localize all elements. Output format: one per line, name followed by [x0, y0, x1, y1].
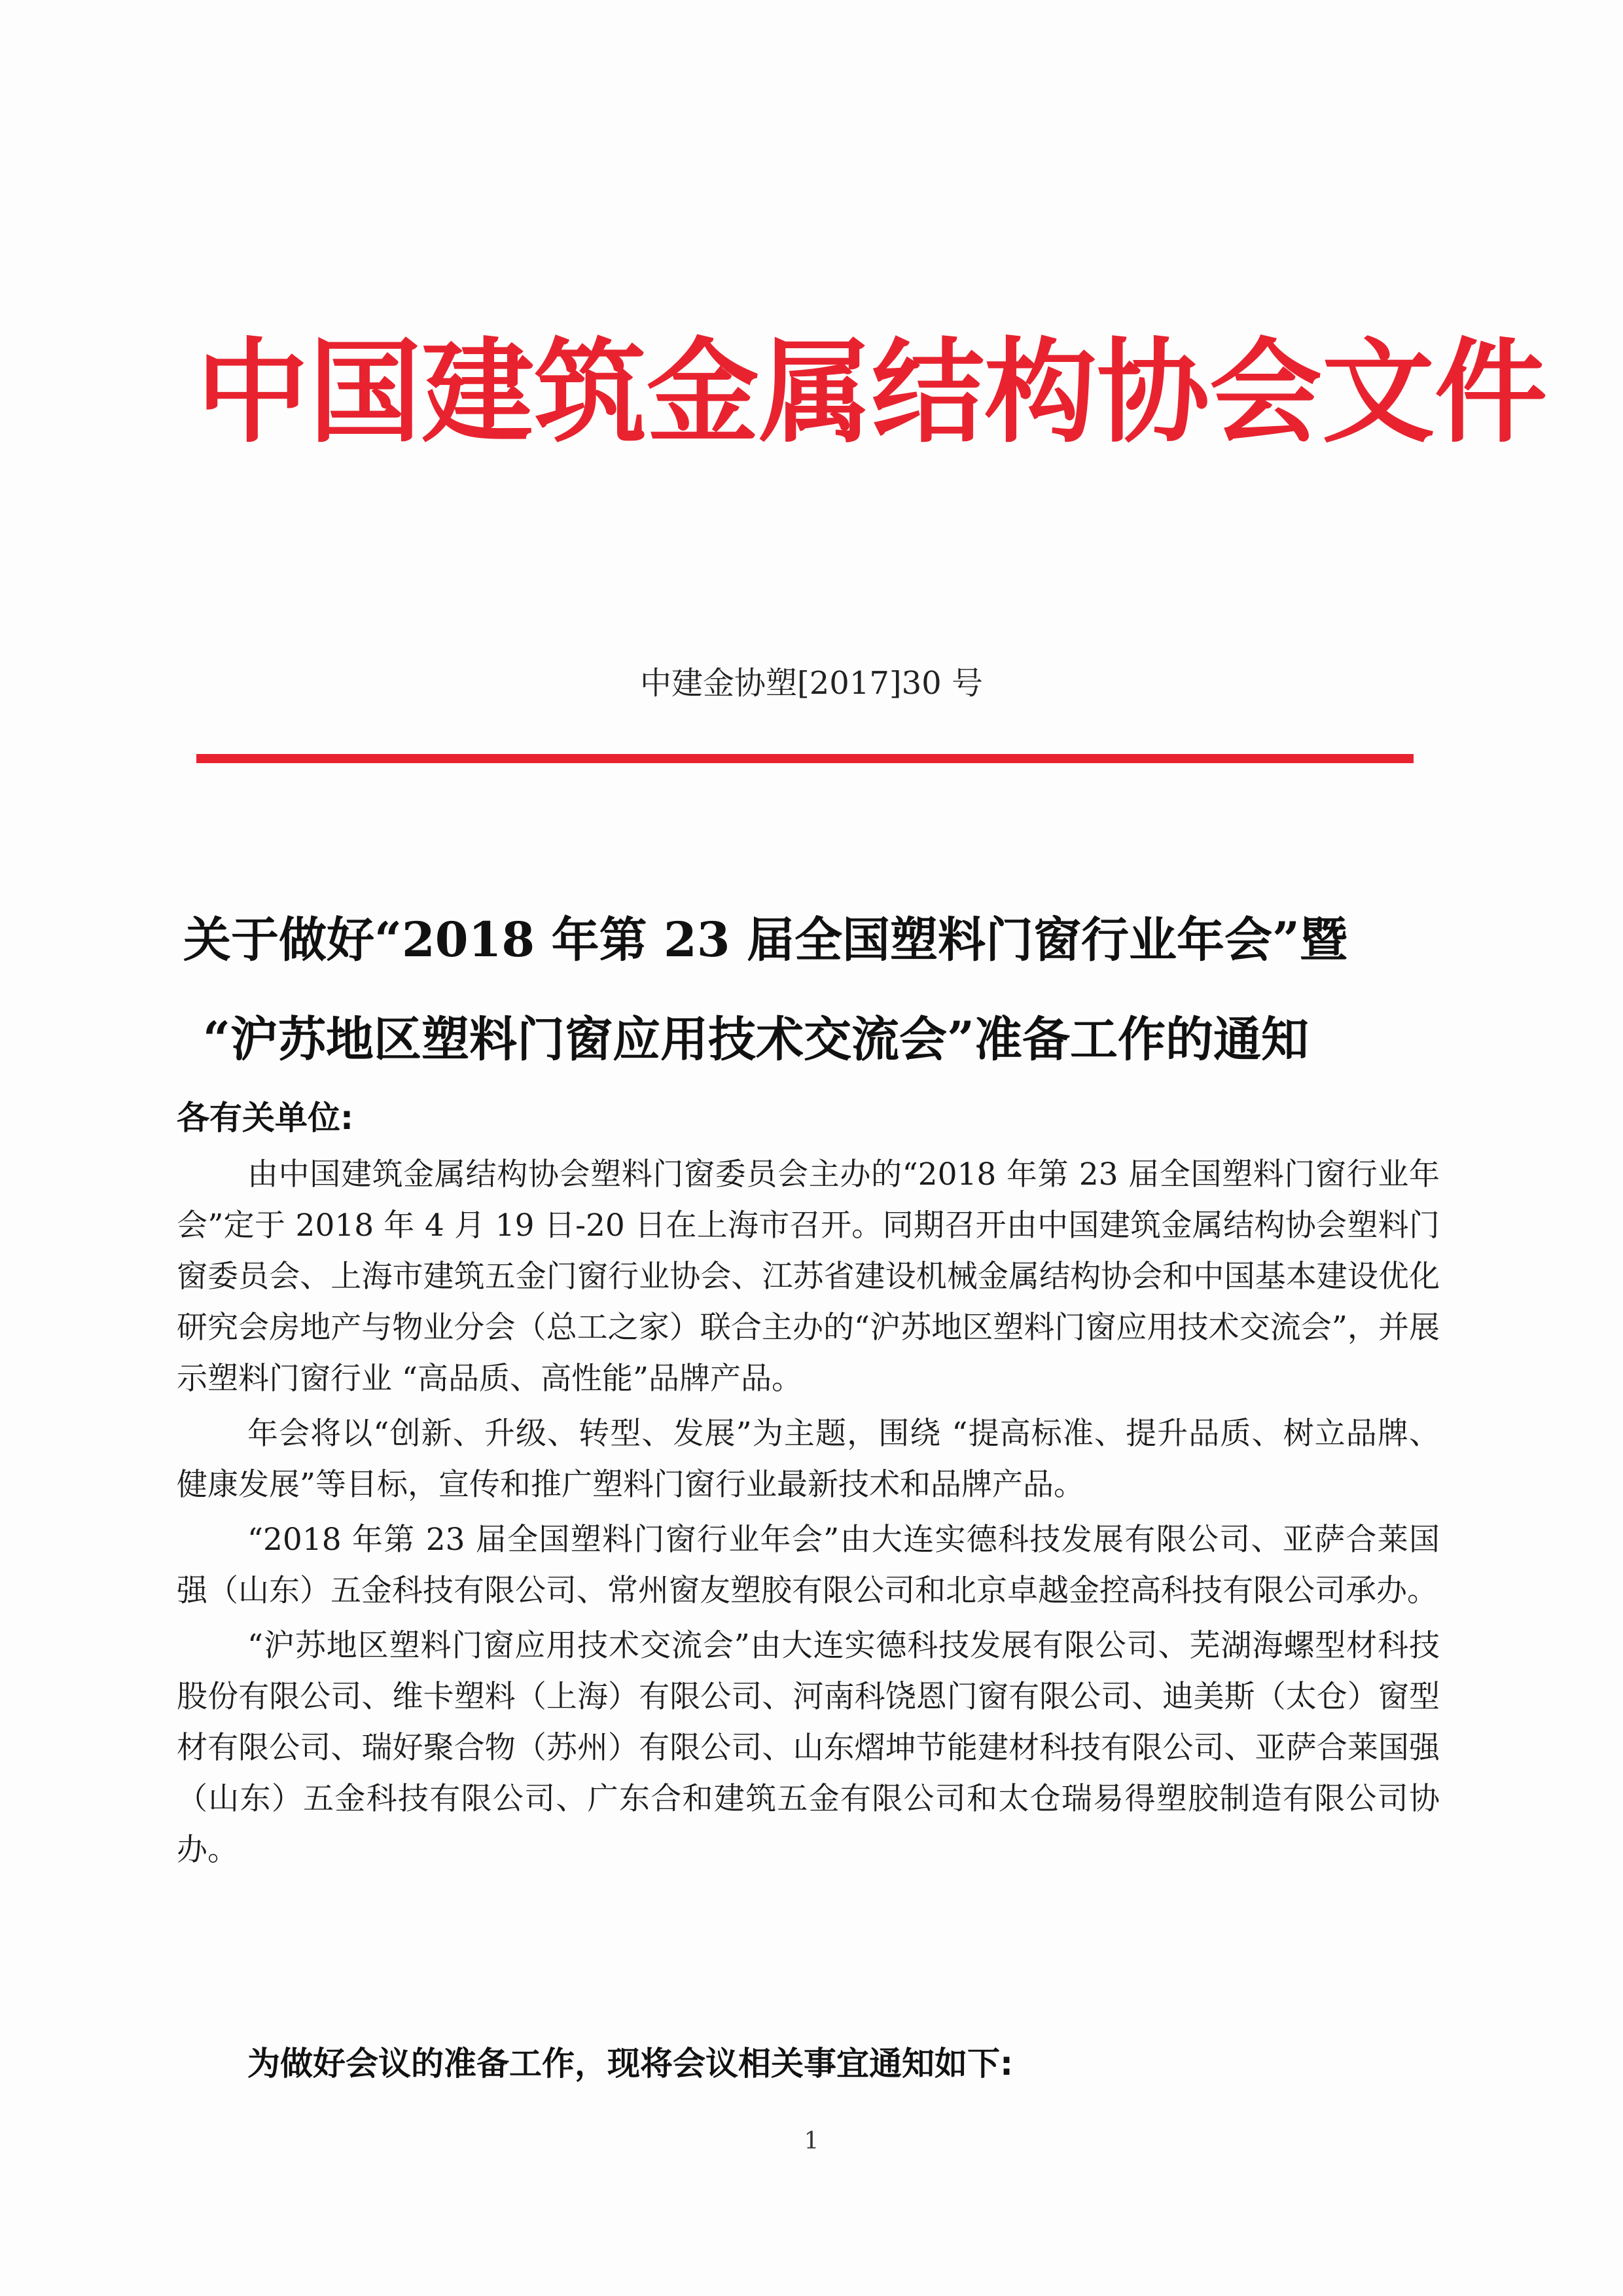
notice-title	[183, 890, 1440, 1089]
body-paragraph: 年会将以“创新、升级、转型、发展”为主题，围绕 “提高标准、提升品质、树立品牌、健康发展”等目标，宣传和推广塑料门窗行业最新技术和品牌产品。	[177, 1416, 1440, 1503]
body-paragraph: “2018 年第 23 届全国塑料门窗行业年会”由大连实德科技发展有限公司、亚萨合莱国强（山东）五金科技有限公司、常州窗友塑胶有限公司和北京卓越金控高科技有限公司承办。	[177, 1522, 1440, 1609]
issuing-organization-title: 中国建筑金属结构协会文件	[196, 327, 1547, 458]
closing-statement: 为做好会议的准备工作，现将会议相关事宜通知如下:	[247, 2045, 1013, 2083]
notice-title-line-1: 关于做好“2018 年第 23 届全国塑料门窗行业年会”暨	[183, 912, 1347, 968]
document-number: 中建金协塑[2017]30 号	[640, 665, 983, 702]
body-paragraph: “沪苏地区塑料门窗应用技术交流会”由大连实德科技发展有限公司、芜湖海螺型材科技股份有限公司、维卡塑料（上海）有限公司、河南科饶恩门窗有限公司、迪美斯（太仓）窗型材有限公司、瑞好聚合物（苏州）有限公司、山东熠坤节能建材科技有限公司、亚萨合莱国强（山东）五金科技有限公司、广东合和建筑五金有限公司和太仓瑞易得塑胶制造有限公司协办。	[177, 1628, 1440, 1868]
salutation: 各有关单位:	[177, 1099, 353, 1137]
red-divider-line	[196, 754, 1414, 763]
notice-title-line-2: “沪苏地区塑料门窗应用技术交流会”准备工作的通知	[203, 1011, 1309, 1067]
body-paragraph: 由中国建筑金属结构协会塑料门窗委员会主办的“2018 年第 23 届全国塑料门窗行业年会”定于 2018 年 4 月 19 日-20 日在上海市召开。同期召开由中国建筑金属结构协会塑料门窗委员会、上海市建筑五金门窗行业协会、江苏省建设机械金属结构协会和中国基本建设优化研究会房地产与物业分会（总工之家）联合主办的“沪苏地区塑料门窗应用技术交流会”，并展示塑料门窗行业 “高品质、高性能”品牌产品。	[177, 1157, 1440, 1397]
notice-body	[177, 1149, 1440, 1880]
page-number: 1	[804, 2128, 819, 2155]
